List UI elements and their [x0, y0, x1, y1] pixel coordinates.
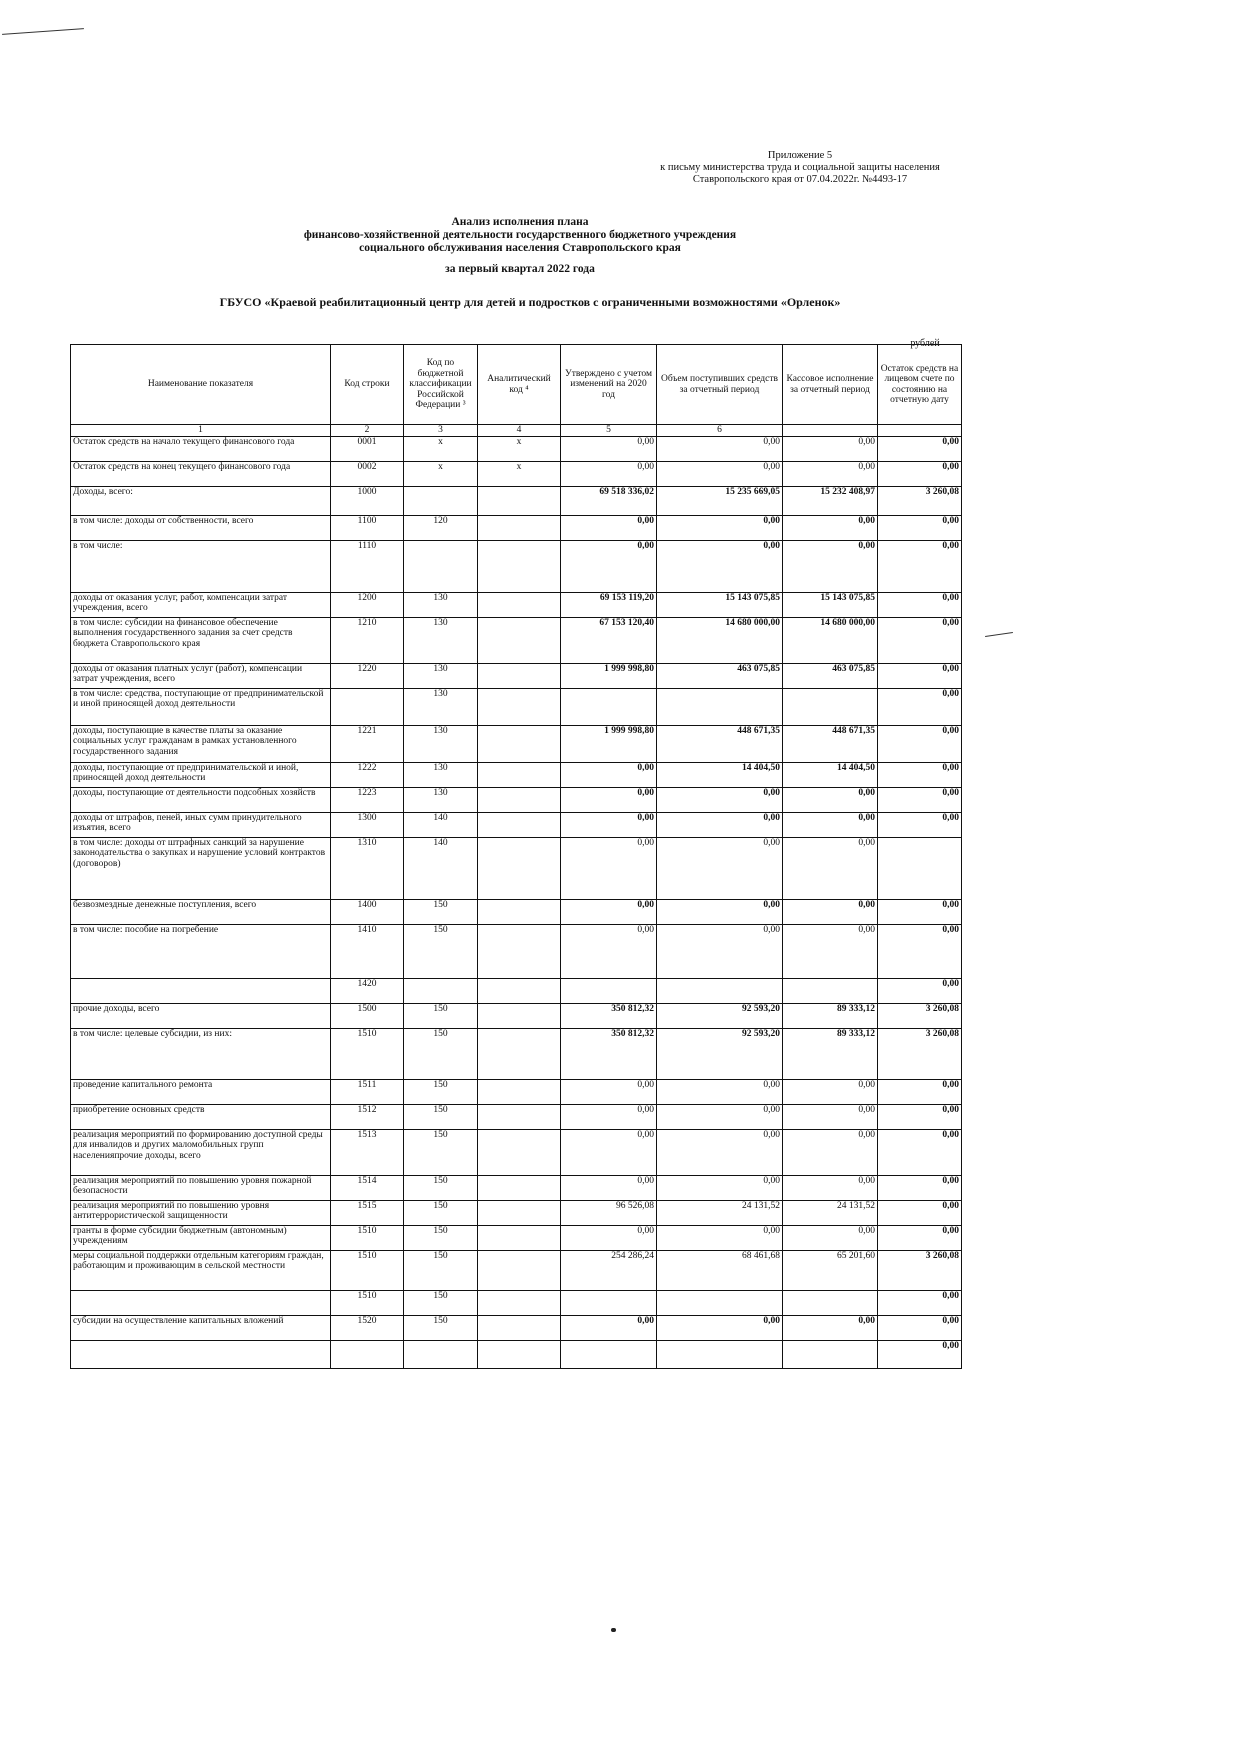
received-cell: 0,00 [657, 812, 783, 837]
analytic-code-cell [478, 1225, 561, 1250]
approved-cell [561, 978, 657, 1003]
balance-cell: 0,00 [878, 663, 962, 688]
table-row [71, 899, 962, 924]
indicator-name-cell: субсидии на осуществление капитальных вложений [71, 1315, 331, 1340]
approved-cell: 0,00 [561, 1129, 657, 1175]
approved-cell: 350 812,32 [561, 1028, 657, 1079]
balance-cell: 0,00 [878, 592, 962, 617]
received-cell: 15 143 075,85 [657, 592, 783, 617]
budget-code-cell: 120 [404, 515, 478, 540]
appendix-line-3: Ставропольского края от 07.04.2022г. №4493-17 [692, 174, 908, 185]
approved-cell: 0,00 [561, 787, 657, 812]
row-code-cell: 1210 [331, 617, 404, 663]
indicator-name-cell: доходы от оказания услуг, работ, компенсации затрат учреждения, всего [71, 592, 331, 617]
received-cell: 0,00 [657, 1175, 783, 1200]
indicator-name-cell: безвозмездные денежные поступления, всего [71, 899, 331, 924]
analytic-code-cell [478, 540, 561, 592]
table-row [71, 617, 962, 663]
header-row-code: Код строки [331, 345, 404, 425]
received-cell: 0,00 [657, 461, 783, 486]
approved-cell: 350 812,32 [561, 1003, 657, 1028]
analytic-code-cell [478, 663, 561, 688]
received-cell: 448 671,35 [657, 725, 783, 762]
analytic-code-cell [478, 1003, 561, 1028]
analytic-code-cell [478, 762, 561, 787]
table-row [71, 1225, 962, 1250]
balance-cell [878, 837, 962, 899]
indicator-name-cell: в том числе: субсидии на финансовое обеспечение выполнения государственного задания за счет средств бюджета Ставропольского края [71, 617, 331, 663]
indicator-name-cell: в том числе: средства, поступающие от предпринимательской и иной приносящей доход деятельности [71, 688, 331, 725]
approved-cell: 69 153 119,20 [561, 592, 657, 617]
indicator-name-cell [71, 1290, 331, 1315]
row-code-cell: 1511 [331, 1079, 404, 1104]
received-cell: 14 404,50 [657, 762, 783, 787]
cash-execution-cell: 89 333,12 [783, 1003, 878, 1028]
scan-dot [611, 1628, 616, 1632]
budget-code-cell: 130 [404, 688, 478, 725]
indicator-name-cell: доходы, поступающие в качестве платы за оказание социальных услуг гражданам в рамках установленного государственного задания [71, 725, 331, 762]
cash-execution-cell: 14 404,50 [783, 762, 878, 787]
indicator-name-cell: Остаток средств на конец текущего финансового года [71, 461, 331, 486]
balance-cell: 0,00 [878, 1079, 962, 1104]
budget-code-cell: 150 [404, 1250, 478, 1290]
row-code-cell: 1110 [331, 540, 404, 592]
budget-code-cell: 150 [404, 1175, 478, 1200]
budget-code-cell: 150 [404, 1225, 478, 1250]
analytic-code-cell [478, 899, 561, 924]
balance-cell: 0,00 [878, 812, 962, 837]
document-title [190, 216, 850, 276]
cash-execution-cell: 24 131,52 [783, 1200, 878, 1225]
cash-execution-cell: 0,00 [783, 1104, 878, 1129]
cash-execution-cell: 0,00 [783, 515, 878, 540]
indicator-name-cell: реализация мероприятий по формированию доступной среды для инвалидов и других маломобильных групп населенияпрочие доходы, всего [71, 1129, 331, 1175]
row-code-cell: 1500 [331, 1003, 404, 1028]
approved-cell: 0,00 [561, 1104, 657, 1129]
report-table [70, 344, 962, 1369]
table-row [71, 725, 962, 762]
approved-cell: 0,00 [561, 1225, 657, 1250]
indicator-name-cell: доходы, поступающие от деятельности подсобных хозяйств [71, 787, 331, 812]
indicator-name-cell: в том числе: доходы от штрафных санкций за нарушение законодательства о закупках и нарушение условий контрактов (договоров) [71, 837, 331, 899]
budget-code-cell: 130 [404, 725, 478, 762]
received-cell [657, 1290, 783, 1315]
table-row [71, 1175, 962, 1200]
cash-execution-cell: 0,00 [783, 1129, 878, 1175]
row-code-cell: 1100 [331, 515, 404, 540]
received-cell: 15 235 669,05 [657, 486, 783, 515]
table-row [71, 663, 962, 688]
balance-cell: 3 260,08 [878, 486, 962, 515]
column-number [878, 425, 962, 437]
balance-cell: 0,00 [878, 1129, 962, 1175]
table-row [71, 436, 962, 461]
analytic-code-cell [478, 837, 561, 899]
budget-code-cell: x [404, 436, 478, 461]
analytic-code-cell [478, 787, 561, 812]
budget-code-cell: 140 [404, 837, 478, 899]
received-cell: 0,00 [657, 899, 783, 924]
indicator-name-cell [71, 1340, 331, 1368]
budget-code-cell: 130 [404, 592, 478, 617]
budget-code-cell [404, 486, 478, 515]
approved-cell: 69 518 336,02 [561, 486, 657, 515]
header-balance: Остаток средств на лицевом счете по состоянию на отчетную дату [878, 345, 962, 425]
currency-units: рублей [910, 338, 940, 349]
received-cell: 463 075,85 [657, 663, 783, 688]
analytic-code-cell [478, 1175, 561, 1200]
budget-code-cell: 150 [404, 1129, 478, 1175]
indicator-name-cell: Доходы, всего: [71, 486, 331, 515]
row-code-cell: 1300 [331, 812, 404, 837]
cash-execution-cell: 0,00 [783, 899, 878, 924]
analytic-code-cell [478, 515, 561, 540]
column-number: 4 [478, 425, 561, 437]
analytic-code-cell [478, 725, 561, 762]
budget-code-cell: 150 [404, 1104, 478, 1129]
budget-code-cell: 150 [404, 1028, 478, 1079]
cash-execution-cell: 0,00 [783, 837, 878, 899]
row-code-cell: 1400 [331, 899, 404, 924]
cash-execution-cell: 0,00 [783, 1175, 878, 1200]
balance-cell: 0,00 [878, 540, 962, 592]
balance-cell: 0,00 [878, 725, 962, 762]
balance-cell: 0,00 [878, 1315, 962, 1340]
column-number [783, 425, 878, 437]
approved-cell: 0,00 [561, 762, 657, 787]
approved-cell [561, 1340, 657, 1368]
scan-mark-right [985, 632, 1013, 637]
approved-cell: 1 999 998,80 [561, 725, 657, 762]
analytic-code-cell [478, 1200, 561, 1225]
table-row [71, 1129, 962, 1175]
report-period: за первый квартал 2022 года [445, 263, 595, 275]
analytic-code-cell [478, 592, 561, 617]
received-cell: 0,00 [657, 1129, 783, 1175]
row-code-cell: 1510 [331, 1290, 404, 1315]
column-numbers-row [71, 425, 962, 437]
approved-cell: 0,00 [561, 837, 657, 899]
analytic-code-cell [478, 1250, 561, 1290]
approved-cell: 0,00 [561, 1315, 657, 1340]
approved-cell: 0,00 [561, 812, 657, 837]
balance-cell: 0,00 [878, 688, 962, 725]
cash-execution-cell: 14 680 000,00 [783, 617, 878, 663]
budget-code-cell: 130 [404, 663, 478, 688]
cash-execution-cell: 0,00 [783, 436, 878, 461]
analytic-code-cell [478, 1129, 561, 1175]
indicator-name-cell: в том числе: целевые субсидии, из них: [71, 1028, 331, 1079]
analytic-code-cell [478, 617, 561, 663]
title-line-3: социального обслуживания населения Ставропольского края [359, 242, 681, 254]
table-row [71, 461, 962, 486]
analytic-code-cell [478, 1028, 561, 1079]
table-row [71, 486, 962, 515]
received-cell: 0,00 [657, 1315, 783, 1340]
received-cell: 14 680 000,00 [657, 617, 783, 663]
row-code-cell: 1310 [331, 837, 404, 899]
budget-code-cell [404, 1340, 478, 1368]
cash-execution-cell [783, 688, 878, 725]
title-line-1: Анализ исполнения плана [451, 216, 589, 228]
budget-code-cell: 150 [404, 1079, 478, 1104]
header-received: Объем поступивших средств за отчетный период [657, 345, 783, 425]
cash-execution-cell: 0,00 [783, 540, 878, 592]
column-number: 1 [71, 425, 331, 437]
table-row [71, 540, 962, 592]
row-code-cell: 1221 [331, 725, 404, 762]
received-cell: 0,00 [657, 540, 783, 592]
header-approved: Утверждено с учетом изменений на 2020 год [561, 345, 657, 425]
analytic-code-cell [478, 978, 561, 1003]
received-cell [657, 1340, 783, 1368]
indicator-name-cell: меры социальной поддержки отдельным категориям граждан, работающим и проживающим в сельской местности [71, 1250, 331, 1290]
approved-cell [561, 1290, 657, 1315]
row-code-cell: 1512 [331, 1104, 404, 1129]
column-number: 2 [331, 425, 404, 437]
balance-cell: 3 260,08 [878, 1250, 962, 1290]
approved-cell: 0,00 [561, 899, 657, 924]
table-row [71, 924, 962, 978]
row-code-cell: 1410 [331, 924, 404, 978]
analytic-code-cell: x [478, 461, 561, 486]
balance-cell: 0,00 [878, 1225, 962, 1250]
budget-code-cell: 130 [404, 787, 478, 812]
cash-execution-cell: 0,00 [783, 1079, 878, 1104]
cash-execution-cell: 89 333,12 [783, 1028, 878, 1079]
indicator-name-cell: прочие доходы, всего [71, 1003, 331, 1028]
budget-code-cell: 130 [404, 762, 478, 787]
approved-cell: 0,00 [561, 461, 657, 486]
indicator-name-cell: приобретение основных средств [71, 1104, 331, 1129]
balance-cell: 3 260,08 [878, 1028, 962, 1079]
approved-cell: 1 999 998,80 [561, 663, 657, 688]
header-indicator-name: Наименование показателя [71, 345, 331, 425]
analytic-code-cell [478, 1079, 561, 1104]
appendix-note [640, 150, 960, 186]
balance-cell: 0,00 [878, 1340, 962, 1368]
row-code-cell: 0002 [331, 461, 404, 486]
row-code-cell: 1200 [331, 592, 404, 617]
budget-code-cell: 150 [404, 1315, 478, 1340]
table-row [71, 787, 962, 812]
received-cell: 0,00 [657, 1104, 783, 1129]
indicator-name-cell: Остаток средств на начало текущего финансового года [71, 436, 331, 461]
approved-cell [561, 688, 657, 725]
indicator-name-cell: проведение капитального ремонта [71, 1079, 331, 1104]
cash-execution-cell: 0,00 [783, 787, 878, 812]
budget-code-cell [404, 540, 478, 592]
received-cell: 0,00 [657, 436, 783, 461]
balance-cell: 0,00 [878, 1104, 962, 1129]
received-cell: 0,00 [657, 515, 783, 540]
analytic-code-cell [478, 812, 561, 837]
column-number: 5 [561, 425, 657, 437]
analytic-code-cell [478, 1315, 561, 1340]
approved-cell: 67 153 120,40 [561, 617, 657, 663]
indicator-name-cell: реализация мероприятий по повышению уровня пожарной безопасности [71, 1175, 331, 1200]
appendix-line-1: Приложение 5 [767, 150, 833, 161]
header-analytic-code: Аналитический код ⁴ [478, 345, 561, 425]
table-row [71, 1104, 962, 1129]
indicator-name-cell: доходы от штрафов, пеней, иных сумм принудительного изъятия, всего [71, 812, 331, 837]
cash-execution-cell: 65 201,60 [783, 1250, 878, 1290]
header-cash-execution: Кассовое исполнение за отчетный период [783, 345, 878, 425]
approved-cell: 0,00 [561, 540, 657, 592]
row-code-cell [331, 1340, 404, 1368]
column-number: 3 [404, 425, 478, 437]
approved-cell: 0,00 [561, 1175, 657, 1200]
appendix-line-2: к письму министерства труда и социальной защиты населения [660, 162, 940, 173]
cash-execution-cell: 15 143 075,85 [783, 592, 878, 617]
table-row [71, 1200, 962, 1225]
received-cell: 0,00 [657, 837, 783, 899]
indicator-name-cell: доходы, поступающие от предпринимательской и иной, приносящей доход деятельности [71, 762, 331, 787]
received-cell: 92 593,20 [657, 1003, 783, 1028]
received-cell [657, 978, 783, 1003]
approved-cell: 0,00 [561, 436, 657, 461]
row-code-cell: 1510 [331, 1028, 404, 1079]
cash-execution-cell [783, 978, 878, 1003]
indicator-name-cell: реализация мероприятий по повышению уровня антитеррористической защищенности [71, 1200, 331, 1225]
organization-name: ГБУСО «Краевой реабилитационный центр для детей и подростков с ограниченными возможностями «Орленок» [219, 295, 841, 309]
column-number: 6 [657, 425, 783, 437]
indicator-name-cell: гранты в форме субсидии бюджетным (автономным) учреждениям [71, 1225, 331, 1250]
indicator-name-cell: в том числе: пособие на погребение [71, 924, 331, 978]
row-code-cell: 1420 [331, 978, 404, 1003]
analytic-code-cell [478, 1290, 561, 1315]
table-row [71, 1079, 962, 1104]
balance-cell: 0,00 [878, 617, 962, 663]
cash-execution-cell: 15 232 408,97 [783, 486, 878, 515]
table-row [71, 515, 962, 540]
budget-code-cell: 130 [404, 617, 478, 663]
indicator-name-cell: доходы от оказания платных услуг (работ), компенсации затрат учреждения, всего [71, 663, 331, 688]
table-row [71, 688, 962, 725]
table-row [71, 592, 962, 617]
cash-execution-cell: 0,00 [783, 461, 878, 486]
row-code-cell: 0001 [331, 436, 404, 461]
balance-cell: 0,00 [878, 924, 962, 978]
row-code-cell: 1515 [331, 1200, 404, 1225]
balance-cell: 0,00 [878, 787, 962, 812]
budget-code-cell: 140 [404, 812, 478, 837]
approved-cell: 0,00 [561, 515, 657, 540]
balance-cell: 0,00 [878, 899, 962, 924]
analytic-code-cell [478, 924, 561, 978]
received-cell: 0,00 [657, 924, 783, 978]
balance-cell: 0,00 [878, 1200, 962, 1225]
balance-cell: 0,00 [878, 461, 962, 486]
table-row [71, 762, 962, 787]
cash-execution-cell [783, 1290, 878, 1315]
scan-mark-top-left [2, 28, 84, 35]
table-row [71, 837, 962, 899]
row-code-cell: 1514 [331, 1175, 404, 1200]
table-row [71, 978, 962, 1003]
approved-cell: 0,00 [561, 1079, 657, 1104]
balance-cell: 0,00 [878, 762, 962, 787]
budget-code-cell: 150 [404, 924, 478, 978]
cash-execution-cell [783, 1340, 878, 1368]
budget-code-cell: 150 [404, 1290, 478, 1315]
cash-execution-cell: 0,00 [783, 1315, 878, 1340]
cash-execution-cell: 0,00 [783, 1225, 878, 1250]
balance-cell: 0,00 [878, 978, 962, 1003]
row-code-cell: 1000 [331, 486, 404, 515]
title-line-2: финансово-хозяйственной деятельности государственного бюджетного учреждения [303, 229, 737, 241]
cash-execution-cell: 0,00 [783, 924, 878, 978]
received-cell: 24 131,52 [657, 1200, 783, 1225]
analytic-code-cell [478, 1104, 561, 1129]
approved-cell: 96 526,08 [561, 1200, 657, 1225]
balance-cell: 0,00 [878, 515, 962, 540]
row-code-cell: 1510 [331, 1250, 404, 1290]
row-code-cell: 1510 [331, 1225, 404, 1250]
approved-cell: 0,00 [561, 924, 657, 978]
budget-code-cell: 150 [404, 899, 478, 924]
balance-cell: 0,00 [878, 1175, 962, 1200]
table-row [71, 1290, 962, 1315]
received-cell: 68 461,68 [657, 1250, 783, 1290]
approved-cell: 254 286,24 [561, 1250, 657, 1290]
table-header-row [71, 345, 962, 425]
budget-code-cell: 150 [404, 1003, 478, 1028]
budget-code-cell: 150 [404, 1200, 478, 1225]
balance-cell: 0,00 [878, 436, 962, 461]
row-code-cell: 1220 [331, 663, 404, 688]
analytic-code-cell [478, 688, 561, 725]
row-code-cell: 1513 [331, 1129, 404, 1175]
cash-execution-cell: 0,00 [783, 812, 878, 837]
analytic-code-cell [478, 486, 561, 515]
balance-cell: 3 260,08 [878, 1003, 962, 1028]
table-row [71, 1250, 962, 1290]
row-code-cell: 1222 [331, 762, 404, 787]
row-code-cell: 1520 [331, 1315, 404, 1340]
analytic-code-cell [478, 1340, 561, 1368]
budget-code-cell: x [404, 461, 478, 486]
table-row [71, 1340, 962, 1368]
table-row [71, 1315, 962, 1340]
received-cell [657, 688, 783, 725]
table-row [71, 812, 962, 837]
header-budget-code: Код по бюджетной классификации Российской Федерации ³ [404, 345, 478, 425]
indicator-name-cell: в том числе: [71, 540, 331, 592]
indicator-name-cell [71, 978, 331, 1003]
balance-cell: 0,00 [878, 1290, 962, 1315]
table-row [71, 1028, 962, 1079]
budget-code-cell [404, 978, 478, 1003]
cash-execution-cell: 448 671,35 [783, 725, 878, 762]
received-cell: 0,00 [657, 787, 783, 812]
received-cell: 0,00 [657, 1225, 783, 1250]
received-cell: 92 593,20 [657, 1028, 783, 1079]
table-body [71, 425, 962, 1369]
received-cell: 0,00 [657, 1079, 783, 1104]
table-row [71, 1003, 962, 1028]
row-code-cell [331, 688, 404, 725]
analytic-code-cell: x [478, 436, 561, 461]
row-code-cell: 1223 [331, 787, 404, 812]
cash-execution-cell: 463 075,85 [783, 663, 878, 688]
indicator-name-cell: в том числе: доходы от собственности, всего [71, 515, 331, 540]
